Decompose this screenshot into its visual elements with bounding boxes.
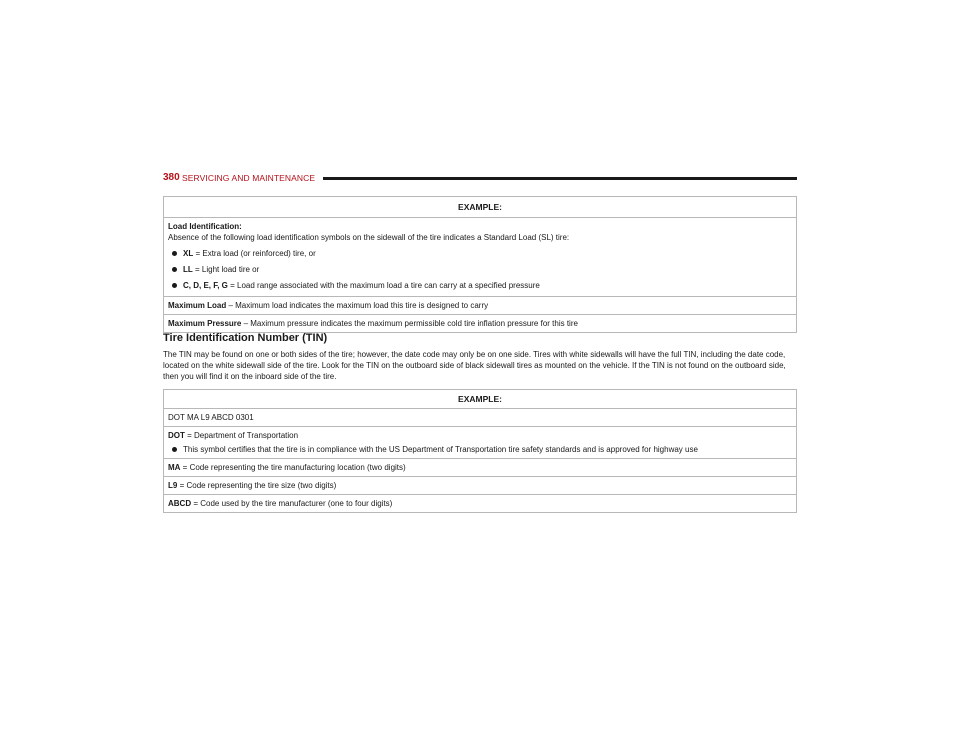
tin-heading: Tire Identification Number (TIN) bbox=[163, 332, 328, 344]
max-load-text: – Maximum load indicates the maximum load this tire is designed to carry bbox=[226, 301, 489, 310]
bullet-term: C, D, E, F, G bbox=[183, 281, 228, 290]
table-row bbox=[164, 409, 797, 427]
l9-text: = Code representing the tire size (two digits) bbox=[177, 481, 337, 490]
abcd-text: = Code used by the tire manufacturer (one to four digits) bbox=[191, 499, 393, 508]
abcd-cell bbox=[164, 495, 797, 513]
tin-code-cell: DOT MA L9 ABCD 0301 bbox=[164, 409, 797, 427]
l9-term: L9 bbox=[168, 481, 178, 490]
table-header-row bbox=[164, 390, 797, 409]
tin-example-table bbox=[163, 389, 797, 513]
max-load-term: Maximum Load bbox=[168, 301, 227, 310]
section-title: SERVICING AND MAINTENANCE bbox=[182, 173, 316, 183]
load-example-table bbox=[163, 196, 797, 333]
page-header bbox=[163, 172, 797, 186]
dot-text: = Department of Transportation bbox=[184, 431, 299, 440]
load-id-intro: Absence of the following load identification symbols on the sidewall of the tire indicates a Standard Load (SL) tire: bbox=[168, 233, 570, 242]
bullet-text: = Extra load (or reinforced) tire, or bbox=[193, 249, 316, 258]
bullet-term: XL bbox=[183, 249, 194, 258]
table-row bbox=[164, 427, 797, 459]
page-number: 380 bbox=[163, 172, 180, 183]
abcd-term: ABCD bbox=[168, 499, 192, 508]
bullet-text: = Load range associated with the maximum load a tire can carry at a specified pressure bbox=[227, 281, 540, 290]
dot-cell bbox=[164, 427, 797, 459]
table-row bbox=[164, 459, 797, 477]
load-id-title: Load Identification: bbox=[168, 222, 242, 231]
table-row bbox=[164, 218, 797, 297]
list-item bbox=[168, 264, 792, 275]
table-row bbox=[164, 495, 797, 513]
table-row bbox=[164, 315, 797, 333]
max-pressure-text: – Maximum pressure indicates the maximum permissible cold tire inflation pressure for this tire bbox=[241, 319, 578, 328]
dot-term: DOT bbox=[168, 431, 185, 440]
table-heading: EXAMPLE: bbox=[164, 390, 797, 409]
ma-term: MA bbox=[168, 463, 181, 472]
max-pressure-term: Maximum Pressure bbox=[168, 319, 242, 328]
table-heading: EXAMPLE: bbox=[164, 197, 797, 218]
ma-text: = Code representing the tire manufacturing location (two digits) bbox=[180, 463, 406, 472]
ma-cell bbox=[164, 459, 797, 477]
tin-paragraph: The TIN may be found on one or both sides of the tire; however, the date code may only be on one side. Tires with white sidewalls will have the full TIN, including the date code, located on the white sidewall side of the tire. Look for the TIN on the outboard side of black sidewall tires as mounted on the vehicle. If the TIN is not found on the outboard side, then you will find it on the inboard side of the tire. bbox=[163, 350, 786, 381]
list-item bbox=[168, 248, 792, 259]
max-pressure-cell bbox=[164, 315, 797, 333]
table-header-row bbox=[164, 197, 797, 218]
load-identification-cell bbox=[164, 218, 797, 297]
header-rule bbox=[323, 177, 797, 180]
max-load-cell bbox=[164, 297, 797, 315]
table-row bbox=[164, 477, 797, 495]
table-row bbox=[164, 297, 797, 315]
bullet-text: = Light load tire or bbox=[192, 265, 260, 274]
list-item bbox=[168, 280, 792, 291]
bullet-term: LL bbox=[183, 265, 193, 274]
list-item: This symbol certifies that the tire is in compliance with the US Department of Transportation tire safety standards and is approved for highway use bbox=[168, 444, 792, 455]
l9-cell bbox=[164, 477, 797, 495]
